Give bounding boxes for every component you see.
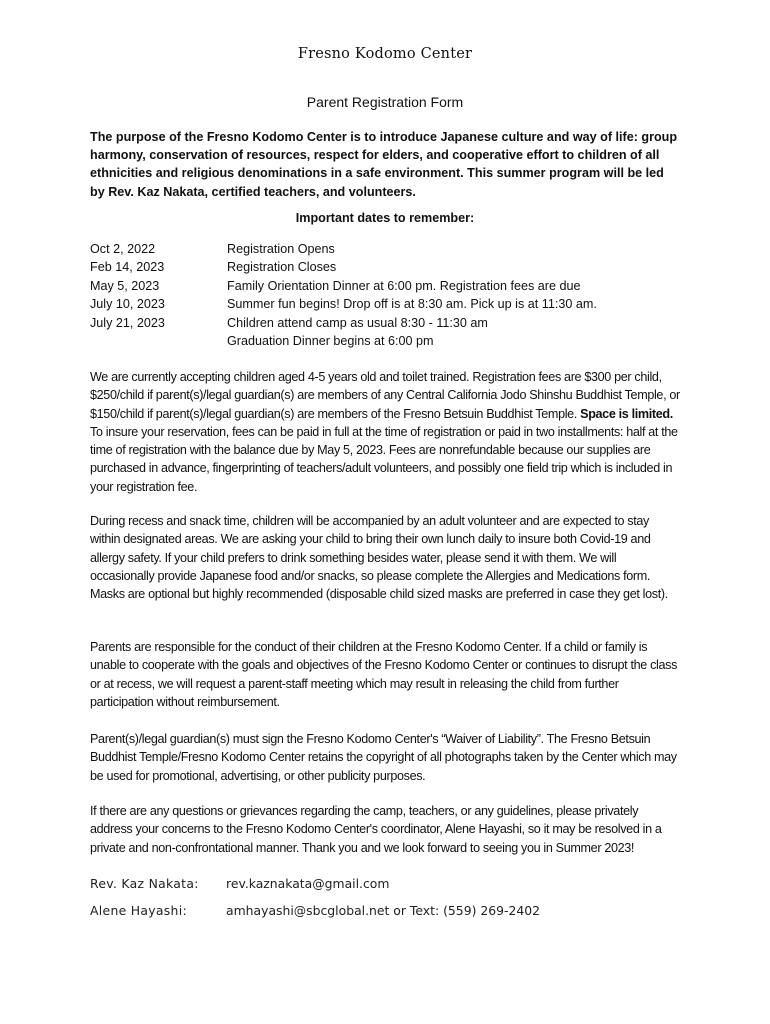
contact-name: Alene Hayashi:: [90, 903, 187, 918]
date-row: [90, 295, 690, 313]
fees-text-part1: We are currently accepting children aged 4-5 years old and toilet trained. Registration fees are $300 per child, $250/child if parent(s)/legal guardian(s) are members of any Central California Jodo Shinshu Buddhist Temple, or $150/child if parent(s)/legal guardian(s) are members of the Fresno Betsuin Buddhist Temple.: [90, 370, 680, 421]
conduct-paragraph: Parents are responsible for the conduct of their children at the Fresno Kodomo Center. If a child or family is unable to cooperate with the goals and objectives of the Fresno Kodomo Center or continues to disrupt the class or at recess, we will request a parent-staff meeting which may result in releasing the child from further participation without reimbursement.: [90, 640, 678, 709]
date-cell: May 5, 2023: [90, 278, 160, 293]
dates-heading: Important dates to remember:: [295, 211, 475, 225]
event-cell: Children attend camp as usual 8:30 - 11:30 am: [227, 315, 488, 330]
questions-paragraph: If there are any questions or grievances regarding the camp, teachers, or any guidelines, please privately address your concerns to the Fresno Kodomo Center's coordinator, Alene Hayashi, so it may be resolved in a private and non-confrontational manner. Thank you and we look forward to seeing you in Summer 2023!: [90, 804, 662, 855]
event-cell: Registration Closes: [227, 260, 337, 275]
recess-paragraph: During recess and snack time, children will be accompanied by an adult volunteer and are expected to stay within designated areas. We are asking your child to bring their own lunch daily to insure both Covid-19 and allergy safety. If your child prefers to drink something besides water, please send it with them. We will occasionally provide Japanese food and/or snacks, so please complete the Allergies and Medications form. Masks are optional but highly recommended (disposable child sized masks are preferred in case they get lost).: [90, 514, 668, 602]
contact-email: rev.kaznakata@gmail.com: [226, 876, 390, 891]
event-cell: Summer fun begins! Drop off is at 8:30 am. Pick up is at 11:30 am.: [227, 297, 597, 312]
waiver-paragraph: Parent(s)/legal guardian(s) must sign the Fresno Kodomo Center's “Waiver of Liability”. The Fresno Betsuin Buddhist Temple/Fresno Kodomo Center retains the copyright of all photographs taken by the Center which may be used for promotional, advertising, or other publicity purposes.: [90, 732, 677, 783]
date-cell: July 21, 2023: [90, 315, 165, 330]
fees-text-part2: To insure your reservation, fees can be paid in full at the time of registration or paid in two installments: half at the time of registration with the balance due by May 5, 2023. Fees are nonrefundable because our supplies are purchased in advance, fingerprinting of teachers/adult volunteers, and possibly one field trip which is included in your registration fee.: [90, 424, 678, 494]
date-cell: Feb 14, 2023: [90, 260, 165, 275]
contact-email-phone: amhayashi@sbcglobal.net or Text: (559) 269-2402: [226, 903, 541, 918]
contact-name: Rev. Kaz Nakata:: [90, 876, 199, 891]
date-cell: Oct 2, 2022: [90, 242, 156, 256]
purpose-statement: The purpose of the Fresno Kodomo Center is to introduce Japanese culture and way of life: group harmony, conservation of resources, respect for elders, and cooperative effort to children of all ethnicities and religious denominations in a safe environment. This summer program will be led by Rev. Kaz Nakata, certified teachers, and volunteers.: [90, 130, 678, 199]
date-row: [90, 314, 690, 332]
date-row: [90, 258, 690, 276]
space-limited-note: Space is limited.: [580, 406, 673, 421]
organization-name: Fresno Kodomo Center: [297, 46, 473, 62]
date-cell: July 10, 2023: [90, 297, 165, 312]
form-title: Parent Registration Form: [306, 94, 464, 110]
event-cell: Registration Opens: [227, 242, 335, 256]
date-row: [90, 277, 690, 295]
event-cell: Graduation Dinner begins at 6:00 pm: [227, 333, 434, 348]
contact-row: [90, 903, 690, 930]
event-cell: Family Orientation Dinner at 6:00 pm. Registration fees are due: [227, 278, 581, 293]
contacts-list: [90, 876, 690, 930]
date-row: [90, 240, 690, 258]
important-dates-list: [90, 240, 690, 350]
fees-paragraph: [90, 368, 682, 496]
date-row: [90, 332, 690, 350]
contact-row: [90, 876, 690, 903]
